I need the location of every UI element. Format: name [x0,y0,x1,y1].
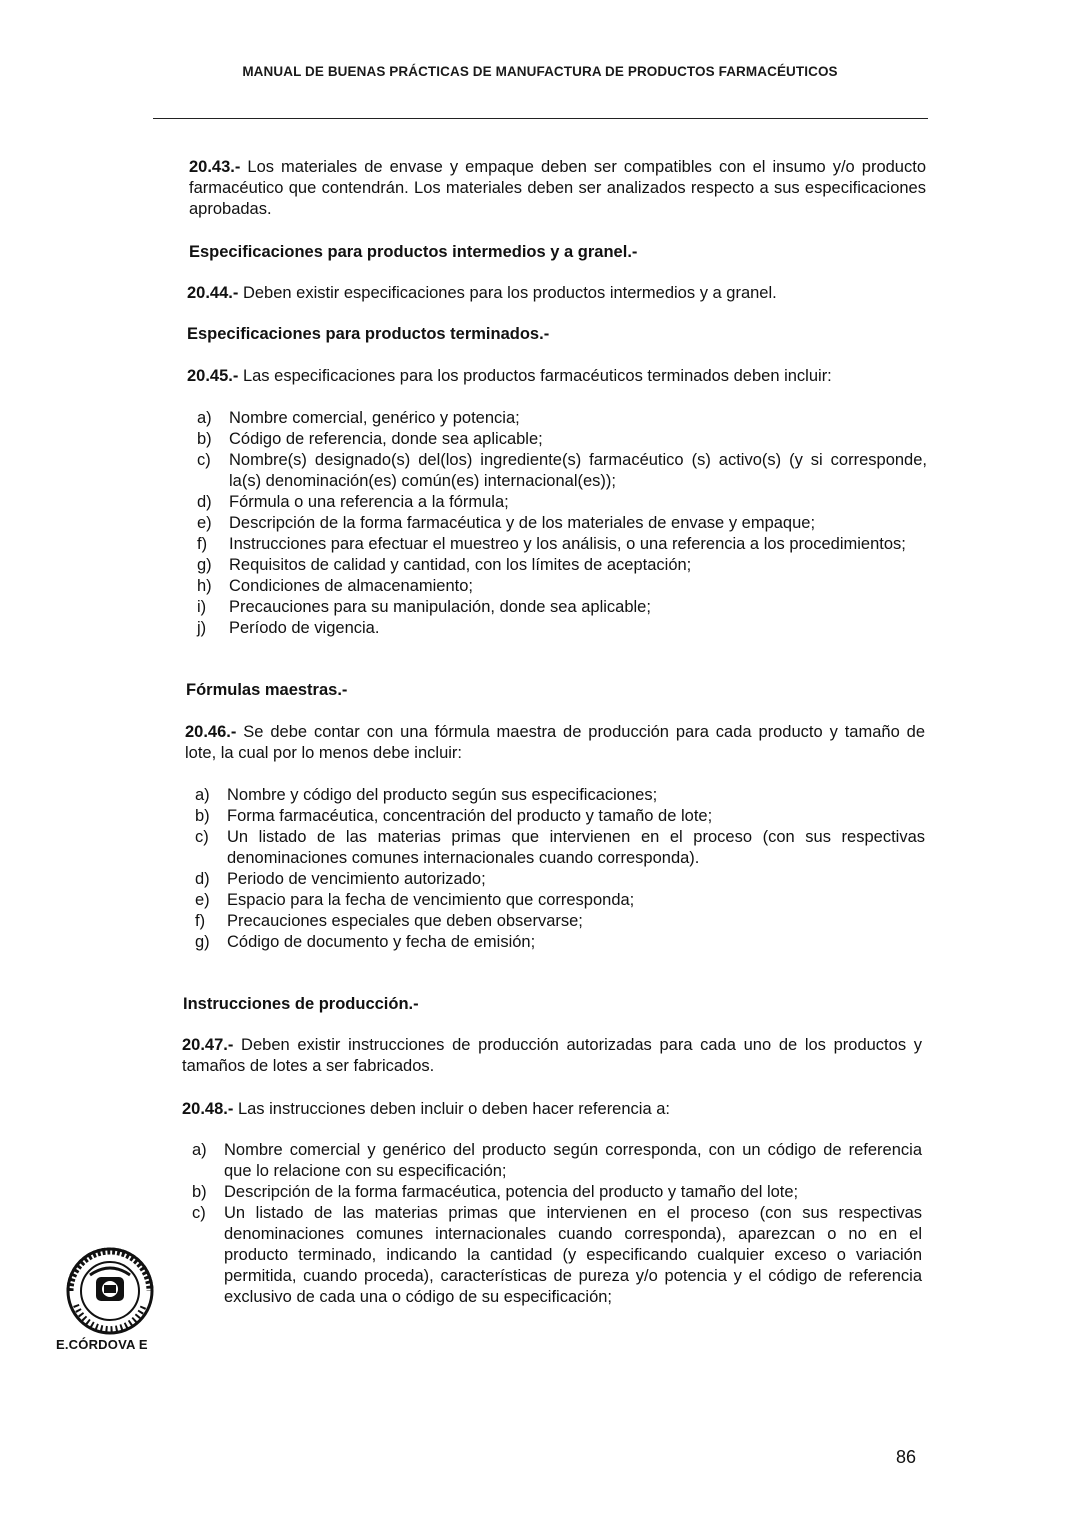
list-item-text: Nombre y código del producto según sus especificaciones; [227,786,658,804]
list-item [185,932,925,953]
list-item-marker: j) [197,619,207,637]
list-item-marker: b) [192,1183,207,1201]
list-item-marker: f) [195,912,206,930]
heading-formulas: Fórmulas maestras.- [186,681,348,699]
heading-instrucciones: Instrucciones de producción.- [183,995,419,1013]
list-item [185,785,925,806]
list-item-marker: e) [195,891,210,909]
list-item [187,408,927,429]
seal-label: E.CÓRDOVA E [56,1337,148,1352]
list-item-text: Espacio para la fecha de vencimiento que corresponda; [227,891,635,909]
list-item [187,555,927,576]
list-item-text: Un listado de las materias primas que intervienen en el proceso (con sus respectivas denominaciones comunes internacionales cuando corresponda). [227,828,925,867]
list-item-text: Un listado de las materias primas que intervienen en el proceso (con sus respectivas denominaciones comunes internacionales cuando corresponda), aparezcan o no en el producto terminado, indicando la cantidad (y especificando cualquier exceso o variación permitida, cuando proceda), características de pureza y/o potencia y el código de referencia exclusivo de cada una o código de su especificación; [224,1204,922,1306]
list-item [187,492,927,513]
list-item [187,576,927,597]
list-item [187,429,927,450]
list-item [187,534,927,555]
list-item-marker: c) [195,828,209,846]
list-item-marker: d) [197,493,212,511]
list-item-text: Precauciones para su manipulación, donde sea aplicable; [229,598,651,616]
list-item-text: Código de documento y fecha de emisión; [227,933,536,951]
list-item-marker: a) [197,409,212,427]
list-item [182,1182,922,1203]
list-item-text: Condiciones de almacenamiento; [229,577,473,595]
list-item [187,513,927,534]
heading-intermedios: Especificaciones para productos intermedios y a granel.- [189,243,638,261]
list-item-text: Período de vigencia. [229,619,380,637]
list-20-46 [185,785,925,953]
list-item-text: Nombre(s) designado(s) del(los) ingrediente(s) farmacéutico (s) activo(s) (y si corresponde, la(s) denominación(es) común(es) internacional(es)); [229,451,927,490]
list-item [187,597,927,618]
paragraph-20-43: 20.43.- Los materiales de envase y empaque deben ser compatibles con el insumo y/o producto farmacéutico que contendrán. Los materiales deben ser analizados respecto a sus especificaciones aprobadas. [189,158,926,218]
list-item-marker: b) [195,807,210,825]
list-20-45 [187,408,927,639]
list-item-text: Nombre comercial y genérico del producto según corresponda, con un código de referencia que lo relacione con su especificación; [224,1141,922,1180]
list-item [185,911,925,932]
list-20-48 [182,1140,922,1308]
list-item-marker: c) [192,1204,206,1222]
list-item-text: Requisitos de calidad y cantidad, con los límites de aceptación; [229,556,692,574]
list-item-marker: i) [197,598,207,616]
paragraph-20-44: 20.44.- Deben existir especificaciones para los productos intermedios y a granel. [187,284,777,302]
list-item-text: Periodo de vencimiento autorizado; [227,870,486,888]
list-item [187,450,927,492]
list-item-text: Código de referencia, donde sea aplicable; [229,430,543,448]
list-item-marker: g) [195,933,210,951]
list-item [185,827,925,869]
list-item [182,1203,922,1308]
list-item-text: Forma farmacéutica, concentración del producto y tamaño de lote; [227,807,713,825]
list-item-text: Descripción de la forma farmacéutica, potencia del producto y tamaño del lote; [224,1183,799,1201]
paragraph-20-46: 20.46.- Se debe contar con una fórmula maestra de producción para cada producto y tamaño de lote, la cual por lo menos debe incluir: [185,723,925,762]
page-number: 86 [896,1447,917,1467]
list-item-text: Descripción de la forma farmacéutica y de los materiales de envase y empaque; [229,514,816,532]
list-item-marker: d) [195,870,210,888]
list-item-marker: c) [197,451,211,469]
paragraph-20-45: 20.45.- Las especificaciones para los productos farmacéuticos terminados deben incluir: [187,367,832,385]
list-item-text: Instrucciones para efectuar el muestreo y los análisis, o una referencia a los procedimientos; [229,535,906,553]
list-item [185,869,925,890]
list-item [182,1140,922,1182]
header-rule [153,118,928,119]
list-item [187,618,927,639]
list-item-marker: a) [192,1141,207,1159]
list-item [185,806,925,827]
list-item-marker: g) [197,556,212,574]
list-item-text: Nombre comercial, genérico y potencia; [229,409,520,427]
list-item-marker: a) [195,786,210,804]
list-item-text: Fórmula o una referencia a la fórmula; [229,493,509,511]
list-item-marker: h) [197,577,212,595]
list-item [185,890,925,911]
heading-terminados: Especificaciones para productos terminados.- [187,325,550,343]
list-item-marker: f) [197,535,208,553]
paragraph-20-48: 20.48.- Las instrucciones deben incluir o deben hacer referencia a: [182,1100,670,1118]
list-item-text: Precauciones especiales que deben observarse; [227,912,583,930]
list-item-marker: e) [197,514,212,532]
list-item-marker: b) [197,430,212,448]
official-seal-icon [54,1247,164,1337]
document-header: MANUAL DE BUENAS PRÁCTICAS DE MANUFACTURA DE PRODUCTOS FARMACÉUTICOS [242,64,838,79]
paragraph-20-47: 20.47.- Deben existir instrucciones de producción autorizadas para cada uno de los productos y tamaños de lotes a ser fabricados. [182,1036,922,1075]
